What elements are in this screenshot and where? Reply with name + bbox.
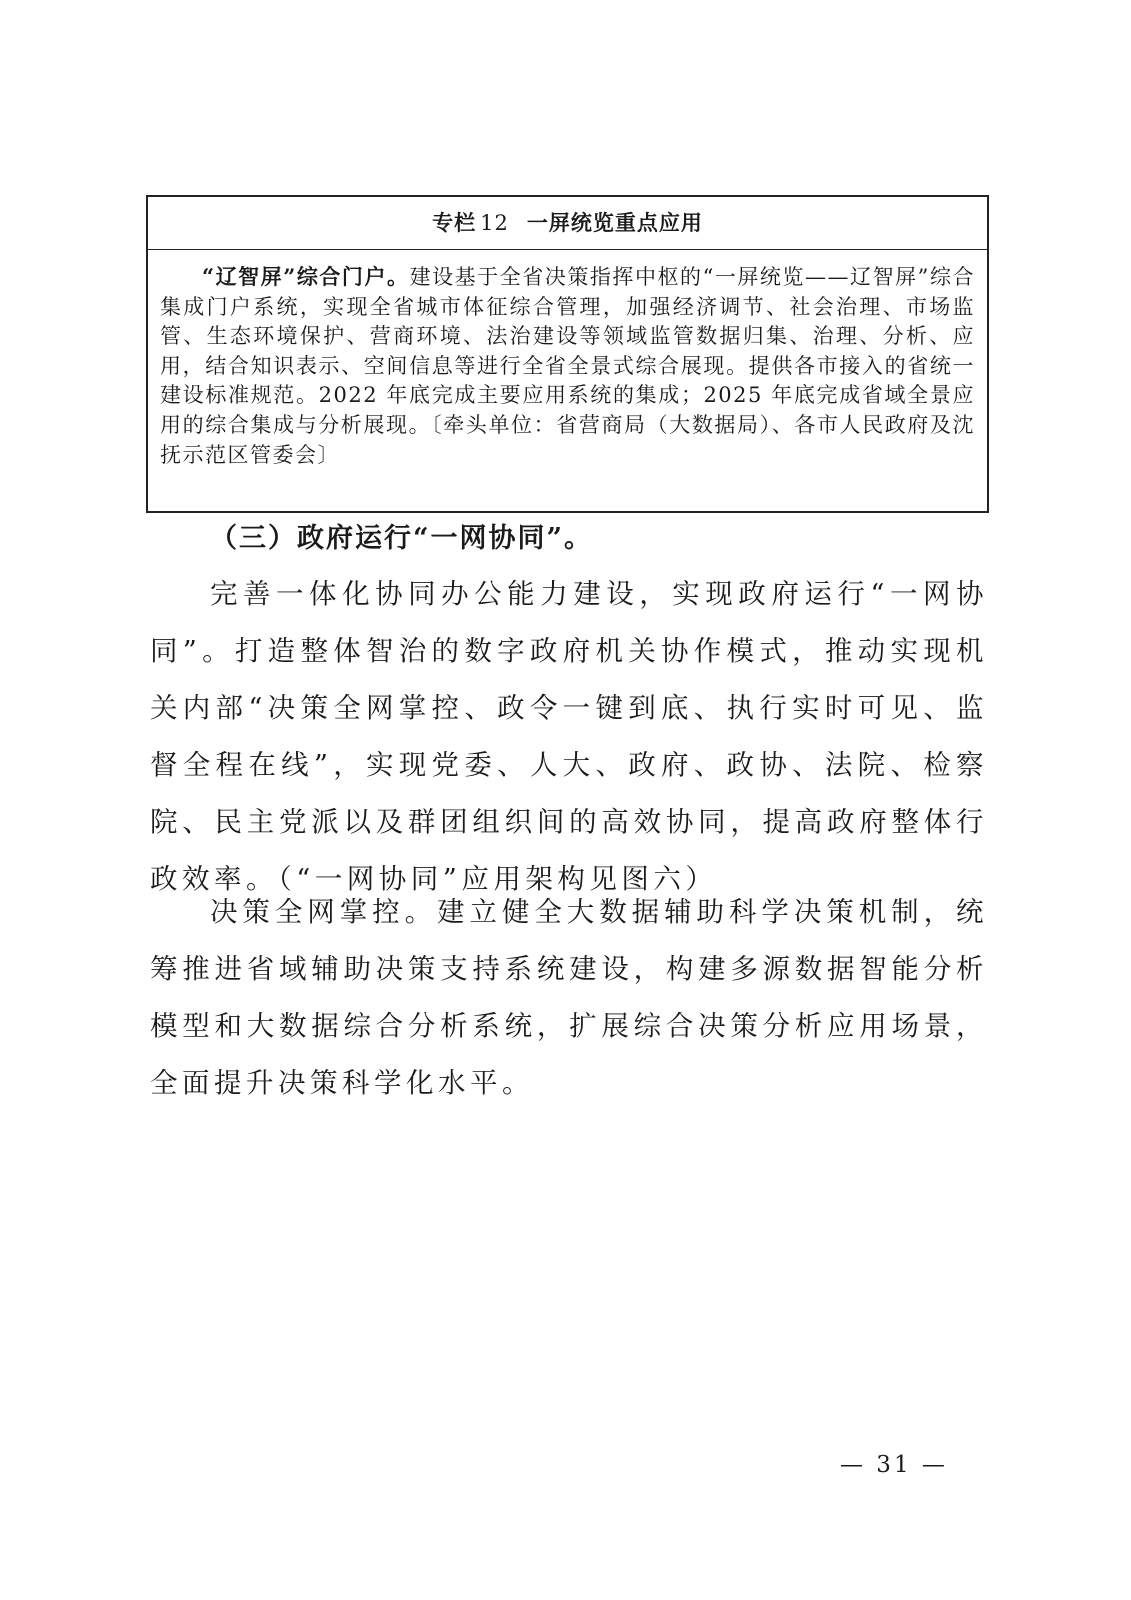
feature-box-number: 12 [480, 211, 509, 235]
feature-box-lead: “辽智屏”综合门户。 [202, 264, 410, 289]
section-heading: （三）政府运行“一网协同”。 [210, 523, 594, 554]
feature-box-heading: 一屏统览重点应用 [526, 211, 703, 235]
body-paragraph-1: 完善一体化协同办公能力建设，实现政府运行“一网协同”。打造整体智治的数字政府机关协作模式，推动实现机关内部“决策全网掌控、政令一键到底、执行实时可见、监督全程在线”，实现党委、人大、政府、政协、法院、检察院、民主党派以及群团组织间的高效协同，提高政府整体行政效率。（“一网协同”应用架构见图六） [150, 578, 988, 895]
feature-box-body [148, 250, 987, 470]
feature-box-title [148, 197, 987, 250]
feature-box-label: 专栏 [432, 211, 477, 235]
page-number: — 31 — [840, 1452, 948, 1478]
feature-box [146, 195, 989, 513]
feature-box-text: 建设基于全省决策指挥中枢的“一屏统览——辽智屏”综合集成门户系统，实现全省城市体征综合管理，加强经济调节、社会治理、市场监管、生态环境保护、营商环境、法治建设等领域监管数据归集、治理、分析、应用，结合知识表示、空间信息等进行全省全景式综合展现。提供各市接入的省统一建设标准规范。2022 年底完成主要应用系统的集成；2025 年底完成省域全景应用的综合集成与分析展现。〔牵头单位：省营商局（大数据局）、各市人民政府及沈抚示范区管委会〕 [160, 265, 975, 467]
body-paragraph-2: 决策全网掌控。建立健全大数据辅助科学决策机制，统筹推进省域辅助决策支持系统建设，构建多源数据智能分析模型和大数据综合分析系统，扩展综合决策分析应用场景，全面提升决策科学化水平。 [150, 896, 988, 1099]
